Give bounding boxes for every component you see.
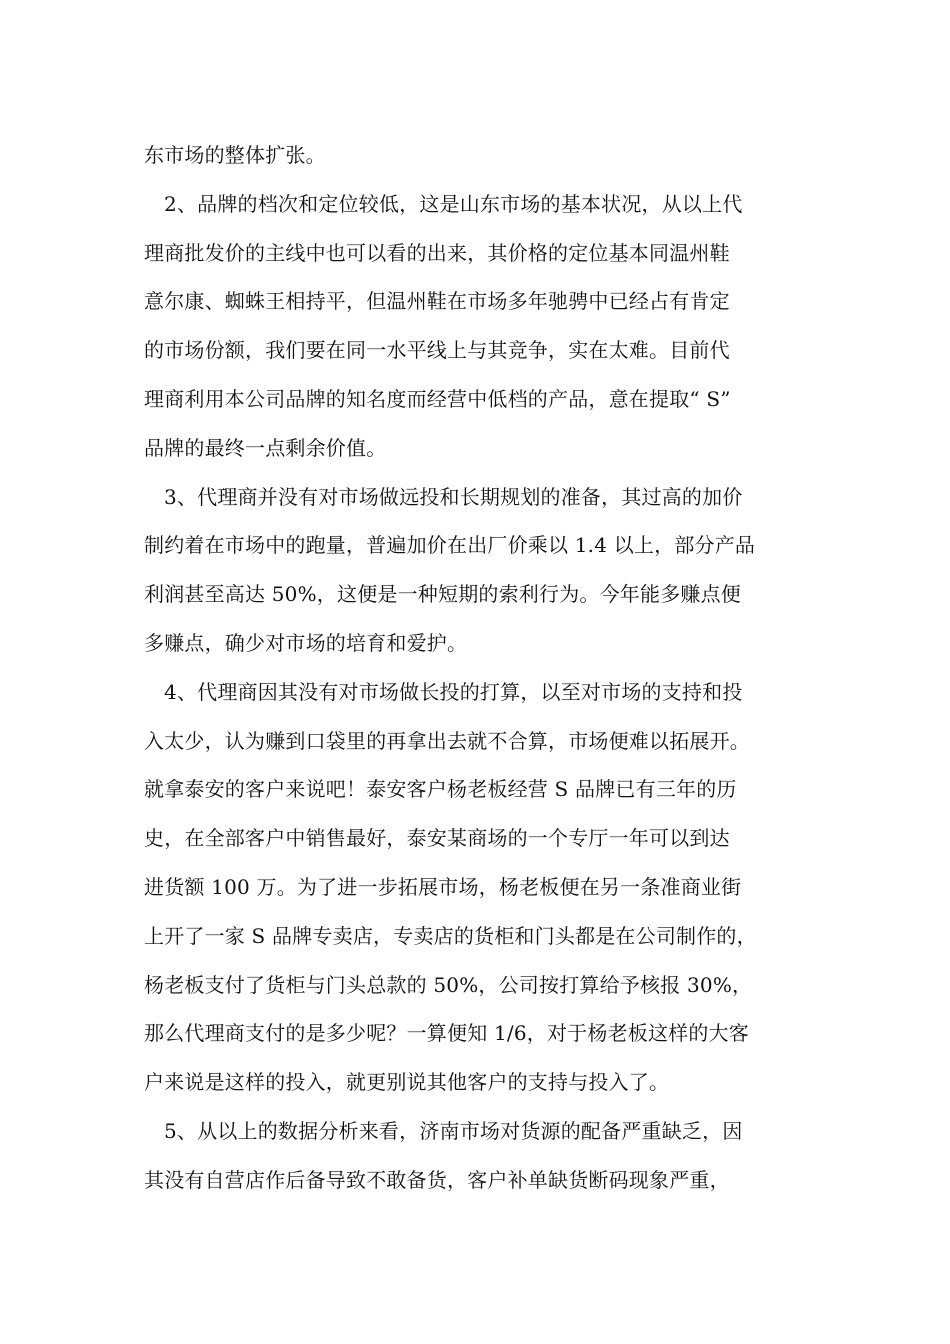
body-text [144, 131, 824, 1205]
text-line: 的市场份额，我们要在同一水平线上与其竞争，实在太难。目前代 [144, 338, 730, 363]
text-line: 理商利用本公司品牌的知名度而经营中低档的产品，意在提取“ S” [144, 386, 731, 411]
text-line: 那么代理商支付的是多少呢？一算便知 1/6，对于杨老板这样的大客 [144, 1021, 749, 1046]
text-line: 进货额 100 万。为了进一步拓展市场，杨老板便在另一条准商业街 [144, 874, 742, 899]
text-line: 意尔康、蜘蛛王相持平，但温州鞋在市场多年驰骋中已经占有肯定 [144, 289, 730, 314]
text-line: 多赚点，确少对市场的培育和爱护。 [144, 630, 468, 655]
text-line: 2、品牌的档次和定位较低，这是山东市场的基本状况，从以上代 [164, 191, 743, 216]
text-line: 4、代理商因其没有对市场做长投的打算，以至对市场的支持和投 [164, 679, 743, 704]
text-line: 品牌的最终一点剩余价值。 [144, 435, 387, 460]
text-line: 杨老板支付了货柜与门头总款的 50%，公司按打算给予核报 30%， [144, 972, 753, 997]
text-line: 户来说是这样的投入，就更别说其他客户的支持与投入了。 [144, 1070, 670, 1095]
text-line: 就拿泰安的客户来说吧！泰安客户杨老板经营 S 品牌已有三年的历 [144, 777, 737, 802]
text-line: 上开了一家 S 品牌专卖店，专卖店的货柜和门头都是在公司制作的， [144, 923, 757, 948]
text-line: 其没有自营店作后备导致不敢备货，客户补单缺货断码现象严重， [144, 1167, 730, 1192]
text-line: 利润甚至高达 50%，这便是一种短期的索利行为。今年能多赚点便 [144, 582, 742, 607]
text-line: 东市场的整体扩张。 [144, 143, 326, 167]
text-line: 理商批发价的主线中也可以看的出来，其价格的定位基本同温州鞋 [144, 240, 730, 265]
text-line: 3、代理商并没有对市场做远投和长期规划的准备，其过高的加价 [164, 484, 743, 509]
text-line: 入太少，认为赚到口袋里的再拿出去就不合算，市场便难以拓展开。 [144, 728, 750, 753]
text-line: 制约着在市场中的跑量，普遍加价在出厂价乘以 1.4 以上，部分产品 [144, 533, 756, 558]
text-line: 史，在全部客户中销售最好，泰安某商场的一个专厅一年可以到达 [144, 826, 730, 851]
text-line: 5、从以上的数据分析来看，济南市场对货源的配备严重缺乏，因 [164, 1118, 743, 1143]
